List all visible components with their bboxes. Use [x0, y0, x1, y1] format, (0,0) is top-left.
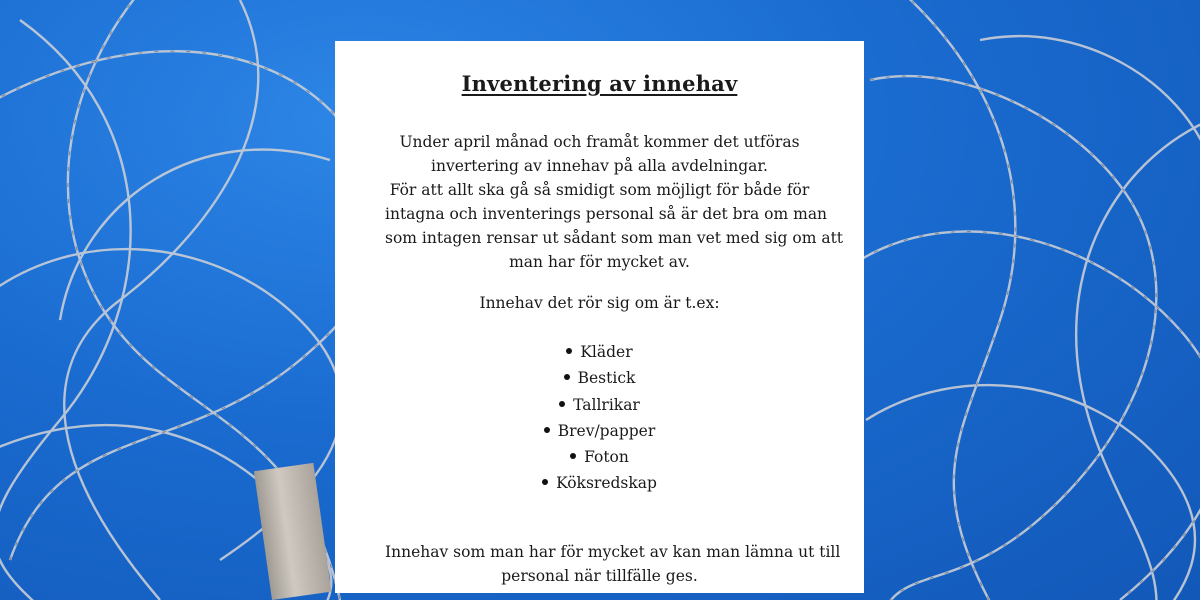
list-item-label: Köksredskap [556, 474, 657, 493]
bullet-icon [564, 374, 570, 380]
list-item [335, 365, 864, 391]
list-item [335, 392, 864, 418]
intro-line: För att allt ska gå så smidigt som möjligt för både för [389, 181, 810, 199]
bullet-icon [566, 348, 572, 354]
list-item-label: Bestick [577, 369, 636, 388]
bullet-icon [559, 401, 565, 407]
intro-line: invertering av innehav på alla avdelningar. [431, 157, 768, 175]
notice-title: Inventering av innehav [461, 71, 738, 96]
list-item [335, 339, 864, 365]
list-item-label: Tallrikar [573, 395, 640, 414]
bullet-icon [544, 427, 550, 433]
list-item-label: Kläder [580, 343, 633, 361]
list-item-label: Brev/papper [557, 421, 656, 440]
list-item [335, 470, 864, 496]
bullet-icon [570, 453, 576, 459]
intro-line: Under april månad och framåt kommer det utföras [399, 133, 800, 151]
intro-paragraph [385, 130, 844, 274]
intro-line: som intagen rensar ut sådant som man vet med sig om att [385, 229, 844, 247]
bullet-icon [542, 479, 548, 485]
list-item [335, 444, 864, 470]
item-list [335, 339, 864, 497]
closing-line: personal när tillfälle ges. [501, 567, 698, 585]
intro-line: intagna och inventerings personal så är det bra om man [385, 205, 828, 223]
list-item [335, 418, 864, 444]
closing-paragraph [385, 540, 841, 588]
list-item-label: Foton [584, 448, 629, 467]
closing-line: Innehav som man har för mycket av kan man lämna ut till [385, 543, 841, 561]
intro-line: man har för mycket av. [509, 253, 690, 271]
list-intro: Innehav det rör sig om är t.ex: [479, 294, 720, 312]
notice-card [335, 41, 864, 593]
